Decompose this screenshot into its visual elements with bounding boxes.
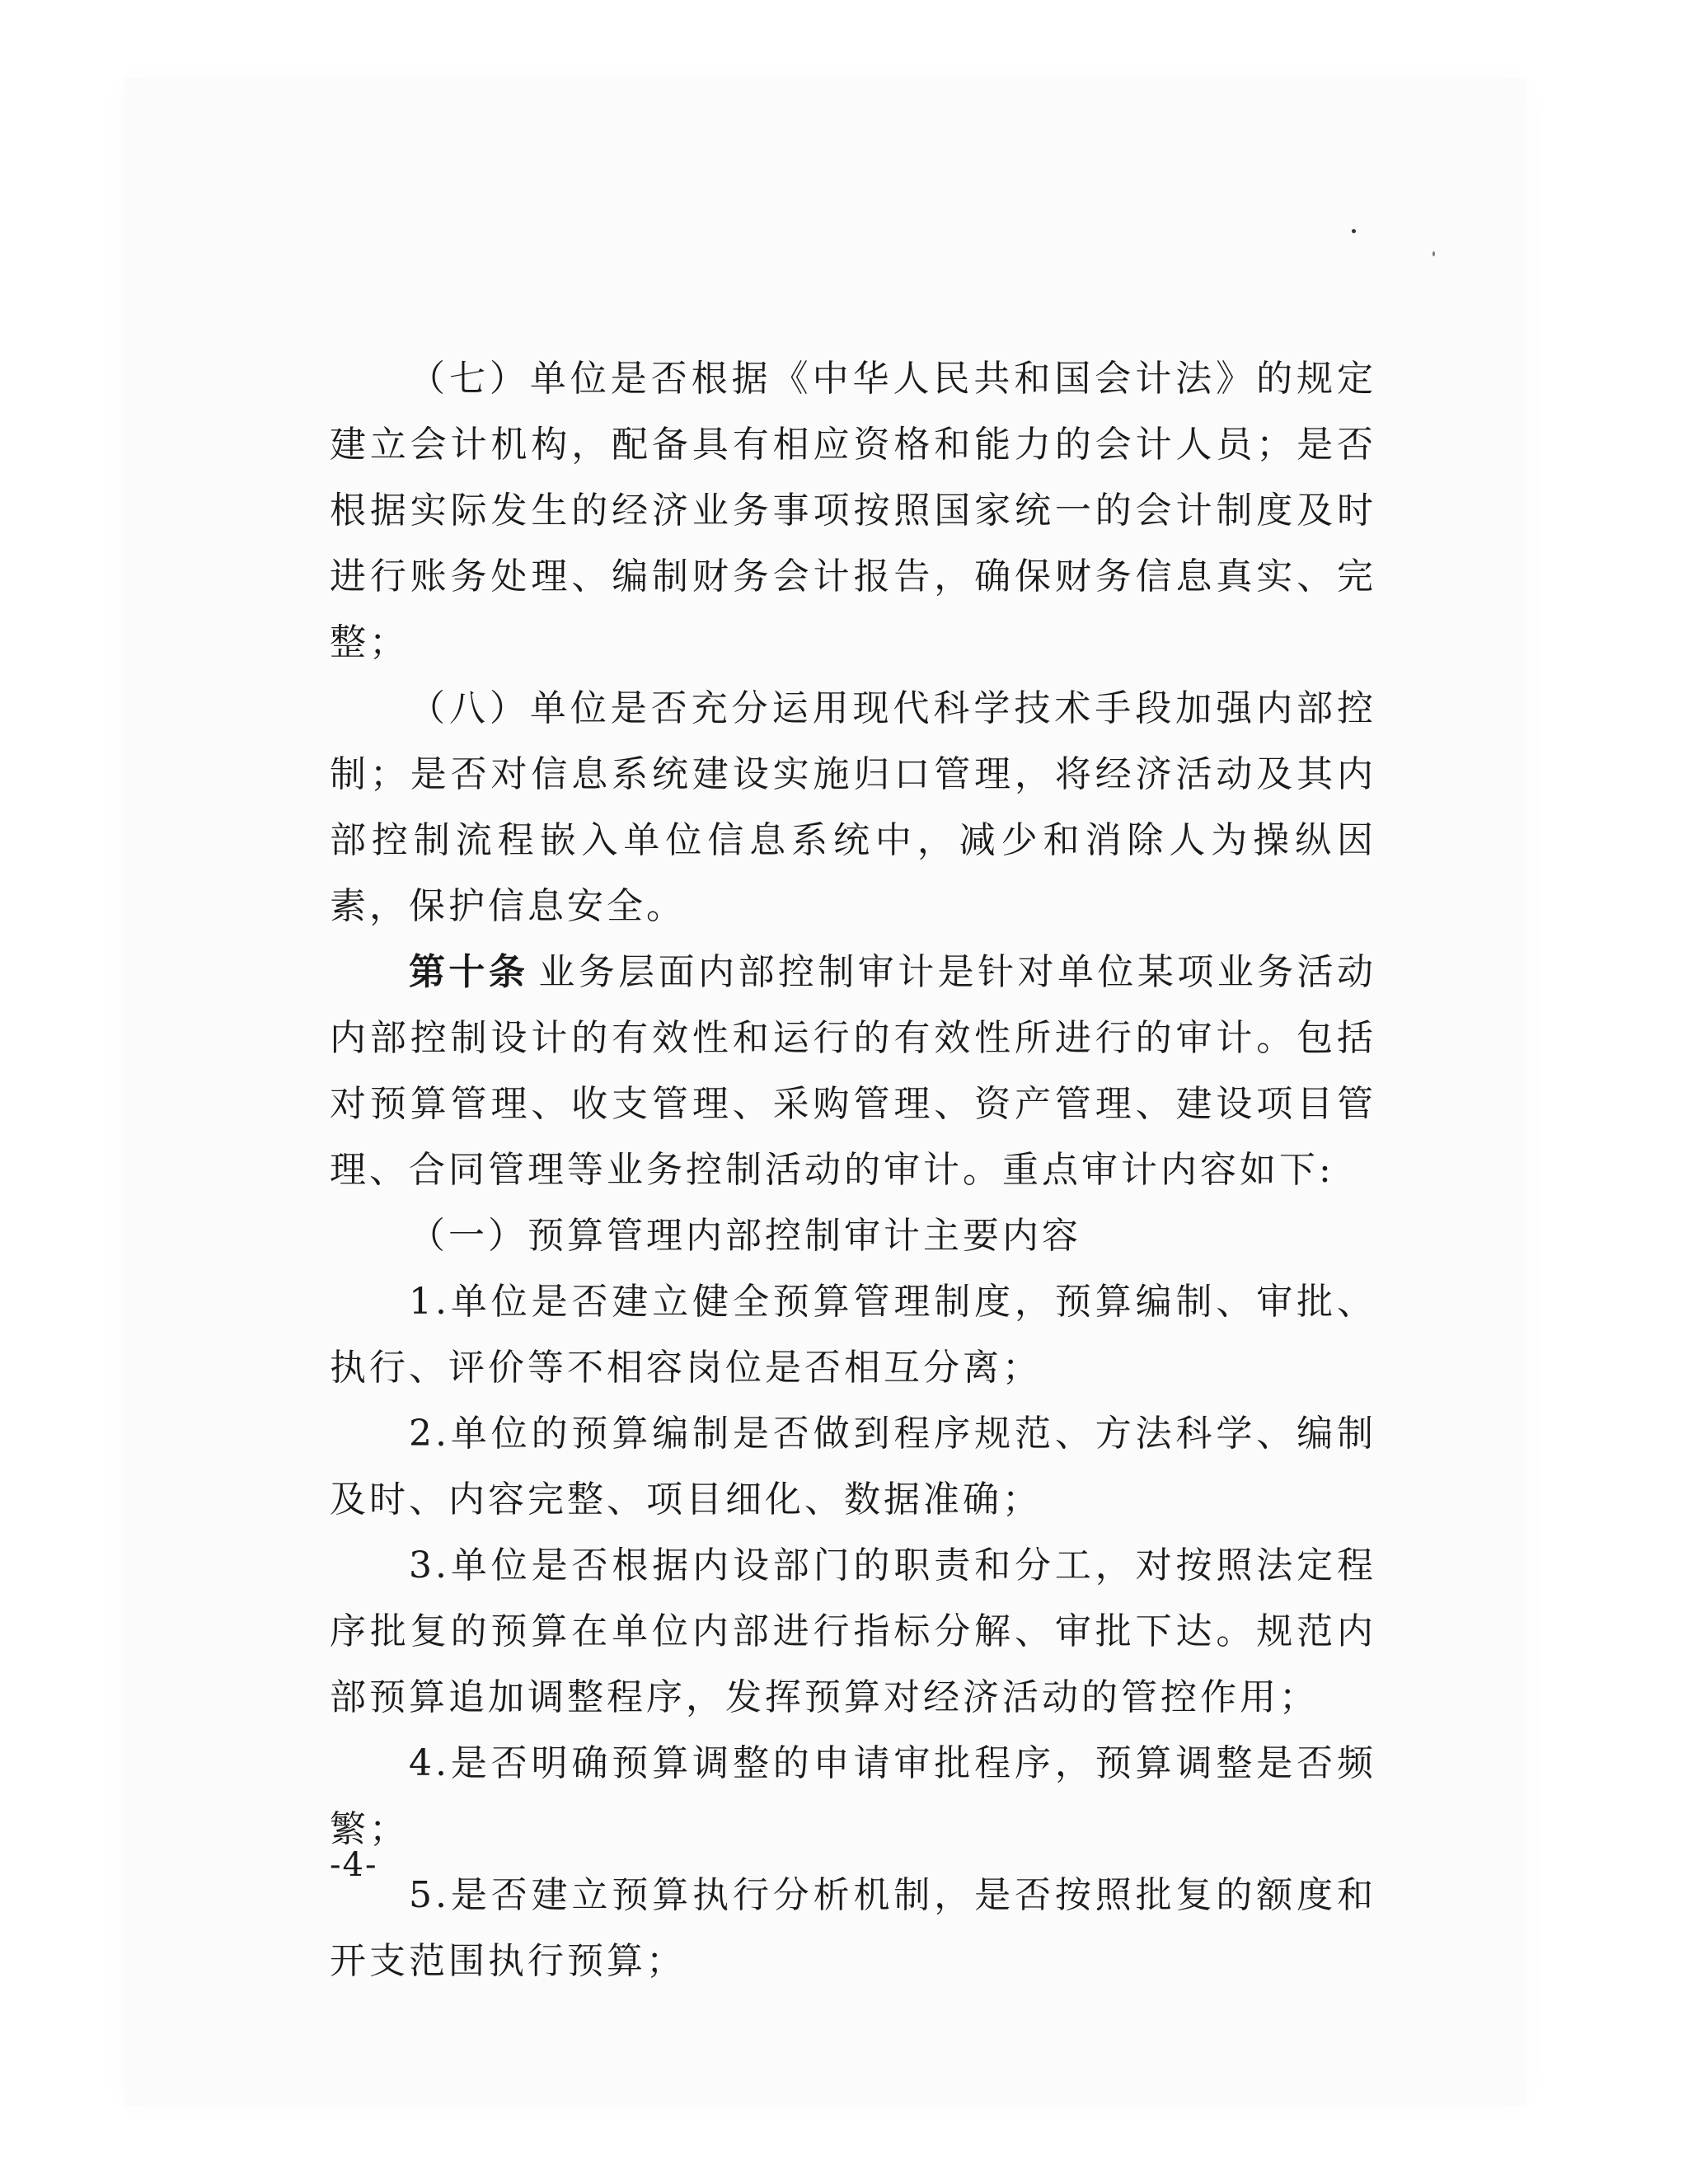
section-heading-budget: （一）预算管理内部控制审计主要内容 (409, 1215, 1081, 1257)
list-item-1: 1.单位是否建立健全预算管理制度，预算编制、审批、执行、评价等不相容岗位是否相互分离； (330, 1281, 1376, 1389)
scan-speck (1352, 229, 1356, 233)
page-number: -4- (330, 1846, 378, 1884)
article-10 (330, 940, 1376, 1203)
paragraph-8: （八）单位是否充分运用现代科学技术手段加强内部控制；是否对信息系统建设实施归口管理，将经济活动及其内部控制流程嵌入单位信息系统中，减少和消除人为操纵因素，保护信息安全。 (330, 687, 1376, 927)
article-heading: 第十条 (409, 951, 529, 993)
list-item-3: 3.单位是否根据内设部门的职责和分工，对按照法定程序批复的预算在单位内部进行指标分解、审批下达。规范内部预算追加调整程序，发挥预算对经济活动的管控作用； (330, 1544, 1376, 1718)
list-item-5: 5.是否建立预算执行分析机制，是否按照批复的额度和开支范围执行预算； (330, 1874, 1376, 1982)
list-item-4: 4.是否明确预算调整的申请审批程序，预算调整是否频繁； (330, 1742, 1376, 1850)
scan-speck (1432, 251, 1435, 256)
paragraph-7: （七）单位是否根据《中华人民共和国会计法》的规定建立会计机构，配备具有相应资格和能力的会计人员；是否根据实际发生的经济业务事项按照国家统一的会计制度及时进行账务处理、编制财务会计报告，确保财务信息真实、完整； (330, 358, 1376, 663)
list-item-2: 2.单位的预算编制是否做到程序规范、方法科学、编制及时、内容完整、项目细化、数据准确； (330, 1413, 1376, 1521)
article-text: 业务层面内部控制审计是针对单位某项业务活动内部控制设计的有效性和运行的有效性所进行的审计。包括对预算管理、收支管理、采购管理、资产管理、建设项目管理、合同管理等业务控制活动的审计。重点审计内容如下: (330, 951, 1377, 1191)
document-body (330, 346, 1376, 1994)
